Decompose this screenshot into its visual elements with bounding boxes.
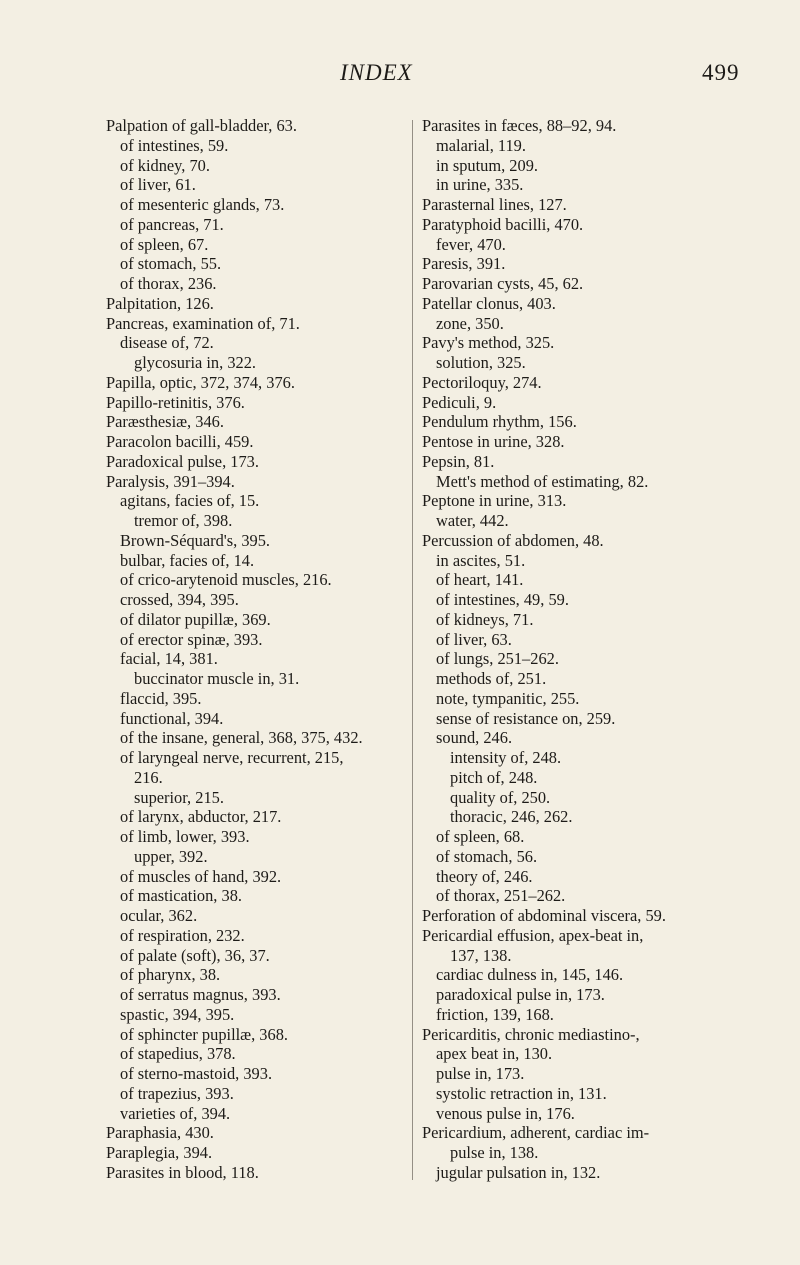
index-entry: facial, 14, 381. bbox=[120, 649, 218, 669]
index-entry: fever, 470. bbox=[436, 234, 506, 254]
index-entry: of liver, 63. bbox=[436, 629, 512, 649]
index-entry: Pendulum rhythm, 156. bbox=[422, 412, 577, 432]
index-entry: of intestines, 49, 59. bbox=[436, 590, 569, 609]
index-entry: pitch of, 248. bbox=[450, 767, 538, 787]
index-entry: Perforation of abdominal viscera, 59. bbox=[422, 906, 666, 925]
index-entry: Mett's method of estimating, 82. bbox=[436, 471, 649, 491]
index-entry: theory of, 246. bbox=[436, 866, 533, 886]
index-entry: apex beat in, 130. bbox=[436, 1044, 553, 1064]
index-entry: Paresis, 391. bbox=[422, 254, 506, 274]
index-entry: of crico-arytenoid muscles, 216. bbox=[120, 570, 332, 590]
index-entry: of liver, 61. bbox=[120, 175, 196, 195]
index-entry: Pericarditis, chronic mediastino-, bbox=[422, 1024, 640, 1044]
index-entry: Pepsin, 81. bbox=[422, 451, 495, 471]
index-entry: Pavy's method, 325. bbox=[422, 333, 555, 353]
index-entry: Paraplegia, 394. bbox=[106, 1143, 213, 1162]
index-entry: cardiac dulness in, 145, 146. bbox=[436, 965, 624, 985]
index-entry: of stapedius, 378. bbox=[120, 1044, 236, 1064]
index-entry: of mastication, 38. bbox=[120, 886, 242, 906]
index-entry: Paralysis, 391–394. bbox=[106, 471, 235, 491]
index-entry: sound, 246. bbox=[436, 728, 513, 748]
index-entry: Pediculi, 9. bbox=[422, 392, 497, 412]
index-entry: of dilator pupillæ, 369. bbox=[120, 609, 271, 629]
column-divider bbox=[412, 120, 413, 1180]
index-entry: of intestines, 59. bbox=[120, 135, 229, 155]
index-entry: of serratus magnus, 393. bbox=[120, 985, 281, 1004]
index-entry: disease of, 72. bbox=[120, 333, 214, 353]
index-entry: of thorax, 236. bbox=[120, 274, 217, 293]
index-entry: of lungs, 251–262. bbox=[436, 649, 559, 669]
index-entry: jugular pulsation in, 132. bbox=[436, 1162, 601, 1182]
index-entry: Parovarian cysts, 45, 62. bbox=[422, 274, 584, 293]
index-entry: bulbar, facies of, 14. bbox=[120, 550, 255, 570]
index-entry: Paraphasia, 430. bbox=[106, 1123, 214, 1143]
page-number: 499 bbox=[702, 60, 740, 85]
index-entry: ocular, 362. bbox=[120, 906, 198, 925]
index-entry: Paratyphoid bacilli, 470. bbox=[422, 214, 584, 234]
index-entry: Papilla, optic, 372, 374, 376. bbox=[106, 372, 295, 392]
index-entry: in ascites, 51. bbox=[436, 550, 526, 570]
index-entry: venous pulse in, 176. bbox=[436, 1103, 575, 1123]
index-entry: Paræsthesiæ, 346. bbox=[106, 412, 224, 432]
index-entry: of kidneys, 71. bbox=[436, 609, 534, 629]
index-entry: of stomach, 56. bbox=[436, 846, 538, 866]
index-entry: of heart, 141. bbox=[436, 570, 524, 590]
index-entry: Papillo-retinitis, 376. bbox=[106, 392, 245, 412]
index-entry: upper, 392. bbox=[134, 846, 208, 866]
index-entry: Parasites in fæces, 88–92, 94. bbox=[422, 116, 617, 135]
index-entry: functional, 394. bbox=[120, 708, 224, 728]
index-entry: Pericardial effusion, apex-beat in, bbox=[422, 925, 644, 945]
index-entry: solution, 325. bbox=[436, 353, 526, 372]
index-entry: of stomach, 55. bbox=[120, 254, 222, 274]
index-entry: Palpation of gall-bladder, 63. bbox=[106, 116, 297, 135]
index-entry: of muscles of hand, 392. bbox=[120, 866, 282, 886]
index-entry: Patellar clonus, 403. bbox=[422, 293, 556, 313]
index-entry: Paradoxical pulse, 173. bbox=[106, 451, 259, 471]
index-entry: Brown-Séquard's, 395. bbox=[120, 530, 270, 550]
index-entry: of trapezius, 393. bbox=[120, 1083, 234, 1103]
index-entry: thoracic, 246, 262. bbox=[450, 807, 573, 827]
index-entry: superior, 215. bbox=[134, 787, 224, 807]
index-column-left bbox=[106, 116, 406, 1183]
index-entry: friction, 139, 168. bbox=[436, 1004, 554, 1024]
index-entry: 137, 138. bbox=[450, 945, 512, 965]
index-column-right bbox=[422, 116, 778, 1183]
index-entry: of palate (soft), 36, 37. bbox=[120, 945, 270, 965]
index-entry: of the insane, general, 368, 375, 432. bbox=[120, 728, 363, 748]
index-entry: of pancreas, 71. bbox=[120, 214, 224, 234]
index-entry: 216. bbox=[134, 767, 163, 787]
index-entry: of mesenteric glands, 73. bbox=[120, 195, 285, 214]
index-entry: of kidney, 70. bbox=[120, 155, 210, 175]
index-entry: Peptone in urine, 313. bbox=[422, 491, 567, 511]
running-head: INDEX bbox=[340, 60, 413, 85]
index-entry: tremor of, 398. bbox=[134, 511, 233, 530]
index-entry: pulse in, 173. bbox=[436, 1064, 525, 1083]
index-entry: Pericardium, adherent, cardiac im- bbox=[422, 1123, 650, 1143]
index-entry: note, tympanitic, 255. bbox=[436, 688, 580, 708]
index-entry: of thorax, 251–262. bbox=[436, 886, 566, 906]
index-entry: flaccid, 395. bbox=[120, 688, 202, 708]
index-entry: of larynx, abductor, 217. bbox=[120, 807, 282, 827]
index-entry: Parasites in blood, 118. bbox=[106, 1162, 259, 1182]
index-entry: of spleen, 67. bbox=[120, 234, 209, 254]
index-entry: of respiration, 232. bbox=[120, 925, 245, 945]
index-entry: zone, 350. bbox=[436, 313, 504, 333]
index-entry: buccinator muscle in, 31. bbox=[134, 669, 300, 688]
index-entry: Pentose in urine, 328. bbox=[422, 432, 565, 451]
index-entry: water, 442. bbox=[436, 511, 509, 530]
index-entry: Pectoriloquy, 274. bbox=[422, 372, 542, 392]
index-entry: Paracolon bacilli, 459. bbox=[106, 432, 254, 451]
index-entry: quality of, 250. bbox=[450, 787, 551, 807]
index-entry: malarial, 119. bbox=[436, 135, 526, 155]
index-entry: paradoxical pulse in, 173. bbox=[436, 985, 605, 1004]
index-entry: of erector spinæ, 393. bbox=[120, 629, 263, 649]
index-entry: agitans, facies of, 15. bbox=[120, 491, 260, 511]
index-entry: pulse in, 138. bbox=[450, 1143, 539, 1162]
index-entry: of limb, lower, 393. bbox=[120, 827, 250, 846]
index-entry: systolic retraction in, 131. bbox=[436, 1083, 607, 1103]
index-entry: sense of resistance on, 259. bbox=[436, 708, 616, 728]
index-entry: varieties of, 394. bbox=[120, 1103, 231, 1123]
index-entry: crossed, 394, 395. bbox=[120, 590, 239, 609]
index-entry: Pancreas, examination of, 71. bbox=[106, 313, 300, 333]
index-entry: spastic, 394, 395. bbox=[120, 1004, 235, 1024]
index-entry: glycosuria in, 322. bbox=[134, 353, 257, 372]
index-entry: methods of, 251. bbox=[436, 669, 547, 688]
index-entry: Parasternal lines, 127. bbox=[422, 195, 567, 214]
index-entry: of sterno-mastoid, 393. bbox=[120, 1064, 273, 1083]
index-entry: intensity of, 248. bbox=[450, 748, 562, 767]
index-entry: of spleen, 68. bbox=[436, 827, 525, 846]
page-header bbox=[0, 60, 800, 90]
index-entry: of sphincter pupillæ, 368. bbox=[120, 1024, 288, 1044]
index-entry: Palpitation, 126. bbox=[106, 293, 214, 313]
index-entry: Percussion of abdomen, 48. bbox=[422, 530, 604, 550]
index-entry: of laryngeal nerve, recurrent, 215, bbox=[120, 748, 344, 767]
index-entry: in sputum, 209. bbox=[436, 155, 538, 175]
index-entry: of pharynx, 38. bbox=[120, 965, 221, 985]
index-entry: in urine, 335. bbox=[436, 175, 524, 195]
